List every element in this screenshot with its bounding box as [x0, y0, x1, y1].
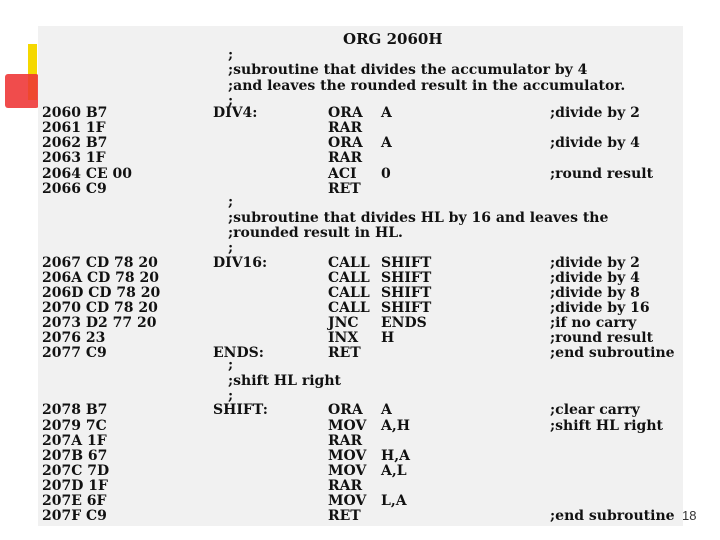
- address-bytes: 2073 D2 77 20: [42, 315, 157, 331]
- address-bytes: 2066 C9: [42, 181, 107, 197]
- mnemonic: RAR: [328, 433, 363, 449]
- operand: A: [381, 135, 392, 151]
- block-header-comment: ;: [228, 240, 234, 256]
- address-bytes: 207B 67: [42, 448, 108, 464]
- address-bytes: 2067 CD 78 20: [42, 255, 158, 271]
- address-bytes: 2060 B7: [42, 105, 108, 121]
- block-header-comment: ;: [228, 388, 234, 404]
- operand: H,A: [381, 448, 410, 464]
- operand: A: [381, 105, 392, 121]
- block-header-comment: ;: [228, 194, 234, 210]
- operand: A: [381, 402, 392, 418]
- mnemonic: JNC: [328, 315, 359, 331]
- routine-label: DIV4:: [213, 105, 258, 121]
- operand: ENDS: [381, 315, 427, 331]
- mnemonic: RAR: [328, 120, 363, 136]
- address-bytes: 207D 1F: [42, 478, 108, 494]
- address-bytes: 206A CD 78 20: [42, 270, 159, 286]
- mnemonic: CALL: [328, 285, 370, 301]
- routine-label: SHIFT:: [213, 402, 268, 418]
- operand: SHIFT: [381, 285, 432, 301]
- mnemonic: MOV: [328, 448, 367, 464]
- operand: 0: [381, 166, 391, 182]
- line-comment: ;divide by 2: [550, 255, 640, 271]
- accent-square-red: [5, 74, 39, 108]
- line-comment: ;divide by 4: [550, 135, 640, 151]
- address-bytes: 2070 CD 78 20: [42, 300, 158, 316]
- address-bytes: 207E 6F: [42, 493, 107, 509]
- mnemonic: MOV: [328, 418, 367, 434]
- line-comment: ;divide by 8: [550, 285, 640, 301]
- assembly-listing-scan: [38, 26, 683, 526]
- operand: H: [381, 330, 395, 346]
- mnemonic: CALL: [328, 300, 370, 316]
- page-number: 18: [682, 508, 697, 523]
- listing-title: ORG 2060H: [343, 30, 443, 48]
- address-bytes: 2076 23: [42, 330, 106, 346]
- mnemonic: RET: [328, 181, 361, 197]
- mnemonic: ACI: [328, 166, 357, 182]
- line-comment: ;end subroutine: [550, 508, 675, 524]
- address-bytes: 206D CD 78 20: [42, 285, 161, 301]
- operand: SHIFT: [381, 255, 432, 271]
- address-bytes: 2063 1F: [42, 150, 106, 166]
- address-bytes: 2079 7C: [42, 418, 107, 434]
- operand: SHIFT: [381, 270, 432, 286]
- block-header-comment: ;subroutine that divides the accumulator by 4: [228, 62, 588, 78]
- address-bytes: 2077 C9: [42, 345, 107, 361]
- mnemonic: RET: [328, 345, 361, 361]
- mnemonic: MOV: [328, 463, 367, 479]
- mnemonic: ORA: [328, 135, 363, 151]
- line-comment: ;shift HL right: [550, 418, 663, 434]
- address-bytes: 2062 B7: [42, 135, 108, 151]
- block-header-comment: ;and leaves the rounded result in the accumulator.: [228, 78, 626, 94]
- block-header-comment: ;: [228, 357, 234, 373]
- operand: A,L: [381, 463, 407, 479]
- line-comment: ;round result: [550, 330, 654, 346]
- line-comment: ;divide by 2: [550, 105, 640, 121]
- operand: SHIFT: [381, 300, 432, 316]
- routine-label: ENDS:: [213, 345, 264, 361]
- mnemonic: RAR: [328, 150, 363, 166]
- mnemonic: MOV: [328, 493, 367, 509]
- block-header-comment: ;: [228, 93, 234, 109]
- mnemonic: ORA: [328, 402, 363, 418]
- line-comment: ;clear carry: [550, 402, 640, 418]
- address-bytes: 207F C9: [42, 508, 107, 524]
- line-comment: ;divide by 16: [550, 300, 650, 316]
- mnemonic: ORA: [328, 105, 363, 121]
- line-comment: ;if no carry: [550, 315, 637, 331]
- block-header-comment: ;rounded result in HL.: [228, 225, 403, 241]
- mnemonic: CALL: [328, 255, 370, 271]
- line-comment: ;round result: [550, 166, 654, 182]
- mnemonic: INX: [328, 330, 359, 346]
- address-bytes: 2061 1F: [42, 120, 106, 136]
- block-header-comment: ;subroutine that divides HL by 16 and leaves the: [228, 210, 609, 226]
- address-bytes: 2064 CE 00: [42, 166, 133, 182]
- routine-label: DIV16:: [213, 255, 268, 271]
- block-header-comment: ;: [228, 47, 234, 63]
- mnemonic: RET: [328, 508, 361, 524]
- address-bytes: 207C 7D: [42, 463, 110, 479]
- mnemonic: CALL: [328, 270, 370, 286]
- line-comment: ;end subroutine: [550, 345, 675, 361]
- mnemonic: RAR: [328, 478, 363, 494]
- operand: L,A: [381, 493, 407, 509]
- address-bytes: 2078 B7: [42, 402, 108, 418]
- line-comment: ;divide by 4: [550, 270, 640, 286]
- operand: A,H: [381, 418, 410, 434]
- address-bytes: 207A 1F: [42, 433, 107, 449]
- block-header-comment: ;shift HL right: [228, 373, 341, 389]
